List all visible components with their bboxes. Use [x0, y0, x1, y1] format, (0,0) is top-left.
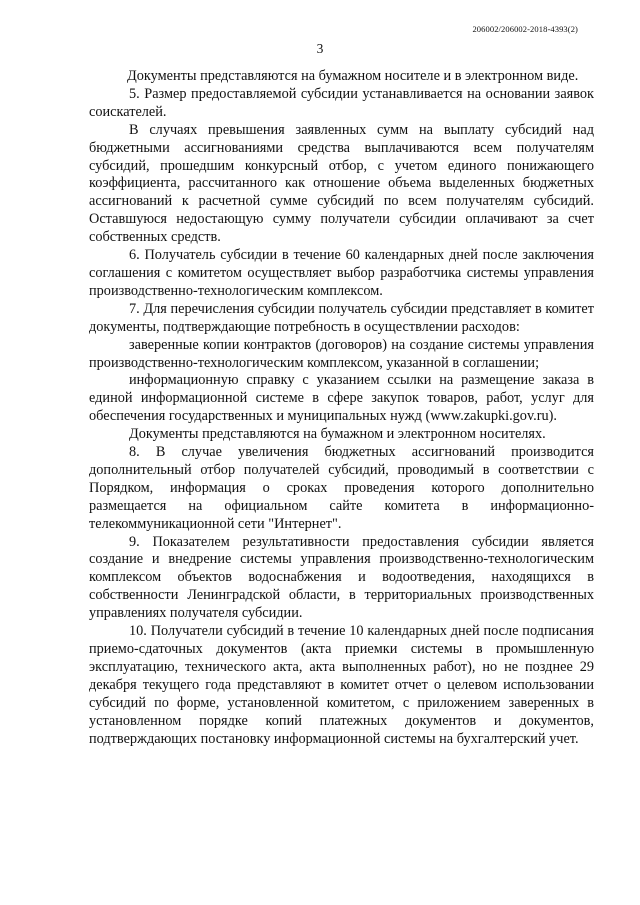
document-body: [89, 68, 594, 748]
paragraph: информационную справку с указанием ссылки на размещение заказа в единой информационной системе в сфере закупок товаров, работ, услуг для обеспечения государственных и муниципальных нужд (www.zakupki.gov.ru).: [89, 372, 594, 425]
paragraph: В случаях превышения заявленных сумм на выплату субсидий над бюджетными ассигнованиями средства выплачиваются всем получателям субсидий, прошедшим конкурсный отбор, с учетом единого понижающего коэффициента, рассчитанного как отношение объема выделенных бюджетных ассигнований к расчетной сумме субсидий по всем получателям субсидий. Оставшуюся недостающую сумму получатели субсидии оплачивают за счет собственных средств.: [89, 121, 594, 246]
paragraph: 5. Размер предоставляемой субсидии устанавливается на основании заявок соискателей.: [89, 85, 594, 120]
document-id: 206002/206002-2018-4393(2): [472, 24, 578, 34]
paragraph: Документы представляются на бумажном носителе и в электронном виде.: [127, 68, 579, 84]
paragraph: 6. Получатель субсидии в течение 60 календарных дней после заключения соглашения с комитетом осуществляет выбор разработчика системы управления производственно-технологическим комплексом.: [89, 247, 594, 299]
paragraph: заверенные копии контрактов (договоров) на создание системы управления производственно-технологическим комплексом, указанной в соглашении;: [89, 336, 594, 371]
paragraph: 8. В случае увеличения бюджетных ассигнований производится дополнительный отбор получателей субсидий, проводимый в соответствии с Порядком, информация о сроках проведения которого дополнительно размещается на официальном сайте комитета в информационно-телекоммуникационной сети "Интернет".: [89, 444, 594, 532]
page-number: 3: [316, 41, 324, 56]
paragraph: 10. Получатели субсидий в течение 10 календарных дней после подписания приемо-сдаточных документов (акта приемки системы в промышленную эксплуатацию, технического акта, акта выполненных работ), но не позднее 29 декабря текущего года представляют в комитет отчет о целевом использовании субсидий по форме, установленной комитетом, с приложением заверенных в установленном порядке копий платежных документов и документов, подтверждающих постановку информационной системы на бухгалтерский учет.: [89, 623, 594, 747]
paragraph: 9. Показателем результативности предоставления субсидии является создание и внедрение системы управления производственно-технологическим комплексом объектов водоснабжения и водоотведения, находящихся в собственности Ленинградской области, в территориальных производственных управлениях получателя субсидии.: [89, 533, 594, 622]
paragraph: Документы представляются на бумажном и электронном носителях.: [129, 426, 546, 443]
paragraph: 7. Для перечисления субсидии получатель субсидии представляет в комитет документы, подтверждающие потребность в осуществлении расходов:: [89, 300, 594, 335]
